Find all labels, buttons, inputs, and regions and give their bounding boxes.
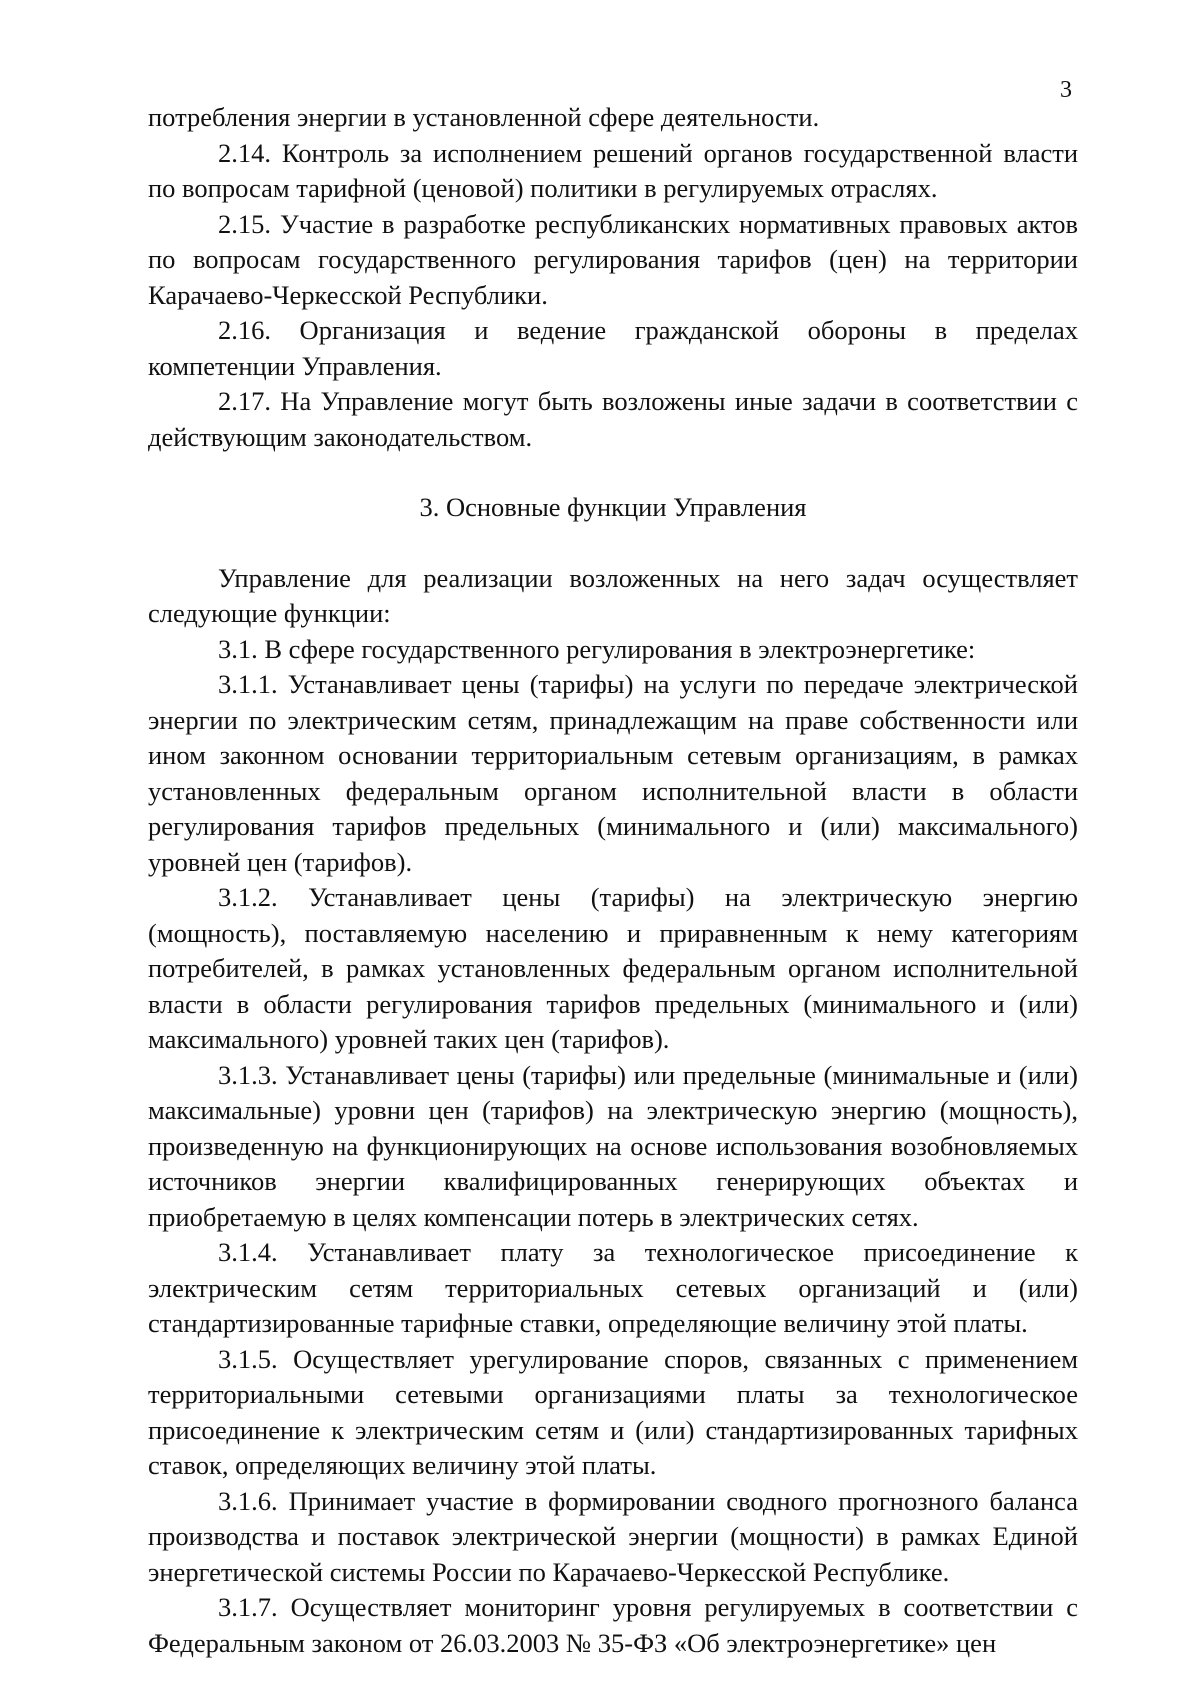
paragraph-3-1-3: 3.1.3. Устанавливает цены (тарифы) или предельные (минимальные и (или) максимальные) уровни цен (тарифов) на электрическую энергию (мощность), произведенную на функционирующих на основе использования возобновляемых источников энергии квалифицированных генерирующих объектах и приобретаемую в целях компенсации потерь в электрических сетях.	[148, 1059, 1078, 1232]
paragraph-2-16: 2.16. Организация и ведение гражданской обороны в пределах компетенции Управления.	[148, 315, 1078, 381]
paragraph-3-1-4: 3.1.4. Устанавливает плату за технологическое присоединение к электрическим сетям территориальных сетевых организаций и (или) стандартизированные тарифные ставки, определяющие величину этой платы.	[148, 1237, 1078, 1338]
paragraph-3-1-6: 3.1.6. Принимает участие в формировании сводного прогнозного баланса производства и поставок электрической энергии (мощности) в рамках Единой энергетической системы России по Карачаево-Черкесской Республике.	[148, 1485, 1078, 1587]
document-body	[148, 100, 1078, 1661]
paragraph-intro: Управление для реализации возложенных на него задач осуществляет следующие функции:	[148, 562, 1078, 628]
paragraph-3-1-1: 3.1.1. Устанавливает цены (тарифы) на услуги по передаче электрической энергии по электрическим сетям, принадлежащим на праве собственности или ином законном основании территориальным сетевым организациям, в рамках установленных федеральным органом исполнительной власти в области регулирования тарифов предельных (минимального и (или) максимального) уровней цен (тарифов).	[148, 669, 1078, 877]
page-number: 3	[1060, 77, 1072, 103]
paragraph-2-14: 2.14. Контроль за исполнением решений органов государственной власти по вопросам тарифной (ценовой) политики в регулируемых отраслях.	[148, 137, 1078, 203]
paragraph-3-1: 3.1. В сфере государственного регулирования в электроэнергетике:	[218, 633, 976, 664]
paragraph-2-17: 2.17. На Управление могут быть возложены иные задачи в соответствии с действующим законодательством.	[148, 386, 1078, 452]
section-heading: 3. Основные функции Управления	[419, 492, 807, 522]
paragraph-3-1-5: 3.1.5. Осуществляет урегулирование споров, связанных с применением территориальными сетевыми организациями платы за технологическое присоединение к электрическим сетям и (или) стандартизированных тарифных ставок, определяющих величину этой платы.	[148, 1343, 1078, 1480]
paragraph: потребления энергии в установленной сфере деятельности.	[148, 102, 820, 132]
paragraph-3-1-2: 3.1.2. Устанавливает цены (тарифы) на электрическую энергию (мощность), поставляемую населению и приравненным к нему категориям потребителей, в рамках установленных федеральным органом исполнительной власти в области регулирования тарифов предельных (минимального и (или) максимального) уровней таких цен (тарифов).	[148, 882, 1078, 1054]
paragraph-3-1-7: 3.1.7. Осуществляет мониторинг уровня регулируемых в соответствии с Федеральным законом от 26.03.2003 № 35-ФЗ «Об электроэнергетике» цен	[148, 1592, 1078, 1658]
paragraph-2-15: 2.15. Участие в разработке республиканских нормативных правовых актов по вопросам государственного регулирования тарифов (цен) на территории Карачаево-Черкесской Республики.	[148, 208, 1078, 310]
